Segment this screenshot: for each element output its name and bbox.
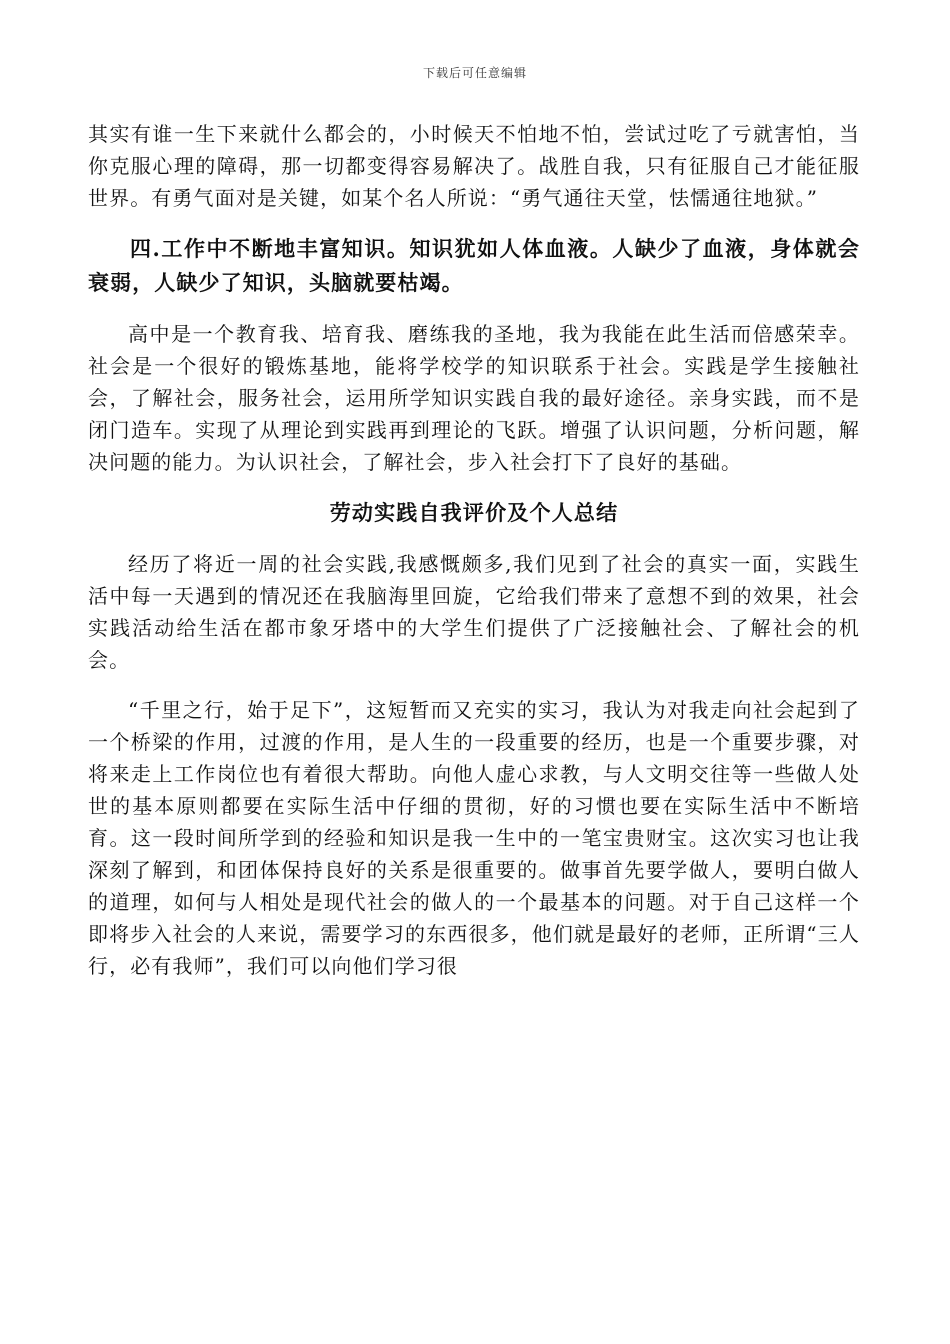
paragraph-internship: “千里之行，始于足下”，这短暂而又充实的实习，我认为对我走向社会起到了一个桥梁的作用，过渡的作用，是人生的一段重要的经历，也是一个重要步骤，对将来走上工作岗位也有着很大帮助。向他人虚心求教，与人文明交往等一些做人处世的基本原则都要在实际生活中仔细的贯彻，好的习惯也要在实际生活中不断培育。这一段时间所学到的经验和知识是我一生中的一笔宝贵财宝。这次实习也让我深刻了解到，和团体保持良好的关系是很重要的。做事首先要学做人，要明白做人的道理，如何与人相处是现代社会的做人的一个最基本的问题。对于自己这样一个即将步入社会的人来说，需要学习的东西很多，他们就是最好的老师，正所谓“三人行，必有我师”，我们可以向他们学习很 <box>88 698 860 978</box>
section-title: 劳动实践自我评价及个人总结 <box>329 500 619 525</box>
paragraph-courage: 其实有谁一生下来就什么都会的，小时候天不怕地不怕，尝试过吃了亏就害怕，当你克服心理的障碍，那一切都变得容易解决了。战胜自我，只有征服自己才能征服世界。有勇气面对是关键，如某个名人所说：“勇气通往天堂，怯懦通往地狱。” <box>88 122 860 210</box>
paragraph-knowledge-heading: 四.工作中不断地丰富知识。知识犹如人体血液。人缺少了血液，身体就会衰弱，人缺少了知识，头脑就要枯竭。 <box>88 236 860 295</box>
page-header: 下载后可任意编辑 <box>422 66 527 80</box>
document-body <box>88 118 860 982</box>
paragraph-social-practice: 经历了将近一周的社会实践,我感慨颇多,我们见到了社会的真实一面，实践生活中每一天遇到的情况还在我脑海里回旋，它给我们带来了意想不到的效果，社会实践活动给生活在都市象牙塔中的大学生们提供了广泛接触社会、了解社会的机会。 <box>88 552 860 672</box>
paragraph-highschool: 高中是一个教育我、培育我、磨练我的圣地，我为我能在此生活而倍感荣幸。社会是一个很好的锻炼基地，能将学校学的知识联系于社会。实践是学生接触社会，了解社会，服务社会，运用所学知识实践自我的最好途径。亲身实践，而不是闭门造车。实现了从理论到实践再到理论的飞跃。增强了认识问题，分析问题，解决问题的能力。为认识社会，了解社会，步入社会打下了良好的基础。 <box>88 322 860 474</box>
